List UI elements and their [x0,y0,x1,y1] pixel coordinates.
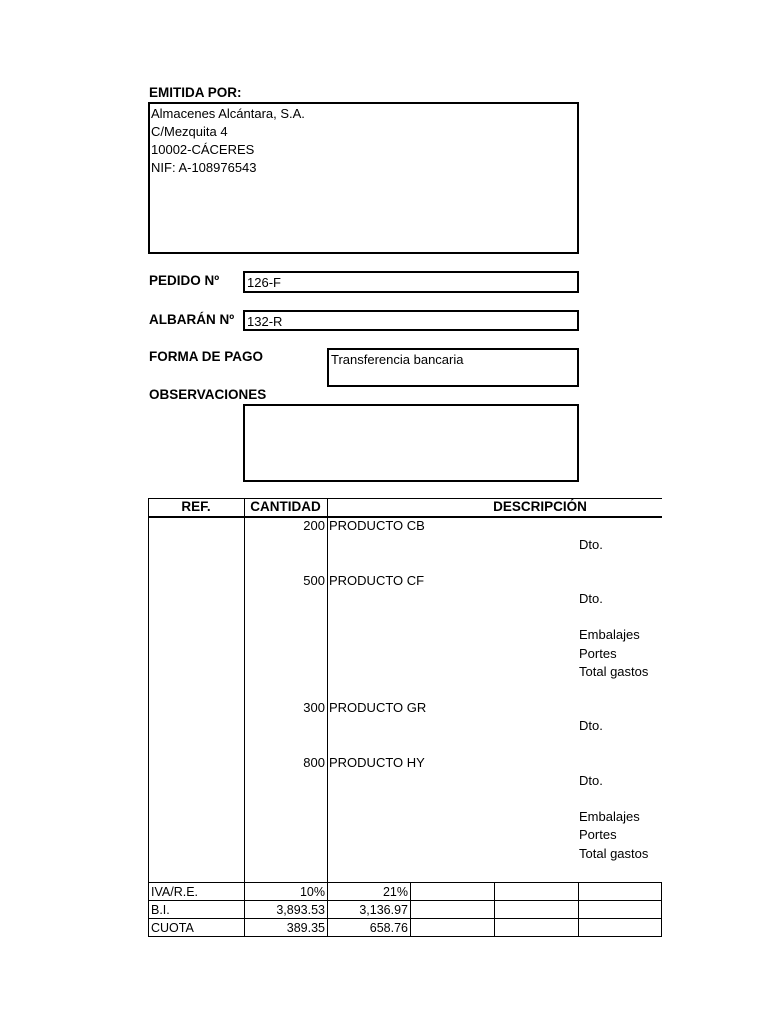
tax-iva-c2: 21% [328,883,411,901]
gastos-1-portes: Portes [579,646,617,661]
row-1-descripcion: PRODUCTO CB [329,518,425,533]
tax-row-bi [149,901,662,919]
table-cell [495,919,579,937]
emisor-city: 10002-CÁCERES [151,142,255,157]
tax-iva-c1: 10% [245,883,328,901]
tax-cuota-c1: 389.35 [245,919,328,937]
table-divider-cantidad [327,498,328,882]
forma-pago-value: Transferencia bancaria [331,352,464,367]
gastos-2-embalajes: Embalajes [579,809,640,824]
observaciones-field[interactable] [243,404,579,482]
pedido-value: 126-F [247,275,281,290]
row-4-cantidad: 800 [303,755,325,770]
albaran-label: ALBARÁN Nº [149,312,235,327]
observaciones-label: OBSERVACIONES [149,387,267,402]
forma-pago-label: FORMA DE PAGO [149,349,263,364]
row-3-descripcion: PRODUCTO GR [329,700,427,715]
gastos-1-total: Total gastos [579,664,649,679]
albaran-field[interactable] [243,310,579,331]
table-divider-ref [244,498,245,882]
tax-iva-label: IVA/R.E. [149,883,245,901]
gastos-2-portes: Portes [579,827,617,842]
table-cell [579,883,662,901]
row-2-dto: Dto. [579,591,603,606]
row-3-cantidad: 300 [303,700,325,715]
tax-bi-c2: 3,136.97 [328,901,411,919]
tax-cuota-label: CUOTA [149,919,245,937]
pedido-label: PEDIDO Nº [149,273,220,288]
table-cell [411,919,495,937]
header-ref: REF. [181,499,211,514]
forma-pago-field[interactable] [327,348,579,387]
tax-row-cuota [149,919,662,937]
gastos-1-embalajes: Embalajes [579,627,640,642]
tax-cuota-c2: 658.76 [328,919,411,937]
emisor-address: C/Mezquita 4 [151,124,228,139]
table-cell [579,901,662,919]
tax-table [148,882,662,937]
albaran-value: 132-R [247,314,283,329]
pedido-field[interactable] [243,271,579,293]
header-descripcion: DESCRIPCIÓN [493,499,587,514]
row-3-dto: Dto. [579,718,603,733]
tax-bi-label: B.I. [149,901,245,919]
table-left-border [148,498,149,882]
table-cell [495,901,579,919]
emisor-box [148,102,579,254]
table-cell [411,901,495,919]
gastos-2-total: Total gastos [579,846,649,861]
row-2-descripcion: PRODUCTO CF [329,573,425,588]
emitida-por-label: EMITIDA POR: [149,85,242,100]
row-1-cantidad: 200 [303,518,325,533]
row-1-dto: Dto. [579,537,603,552]
tax-row-iva [149,883,662,901]
row-4-descripcion: PRODUCTO HY [329,755,425,770]
table-cell [411,883,495,901]
emisor-name: Almacenes Alcántara, S.A. [151,106,305,121]
emisor-nif: NIF: A-108976543 [151,160,257,175]
header-cantidad: CANTIDAD [250,499,321,514]
tax-bi-c1: 3,893.53 [245,901,328,919]
table-cell [495,883,579,901]
table-cell [579,919,662,937]
row-4-dto: Dto. [579,773,603,788]
row-2-cantidad: 500 [303,573,325,588]
